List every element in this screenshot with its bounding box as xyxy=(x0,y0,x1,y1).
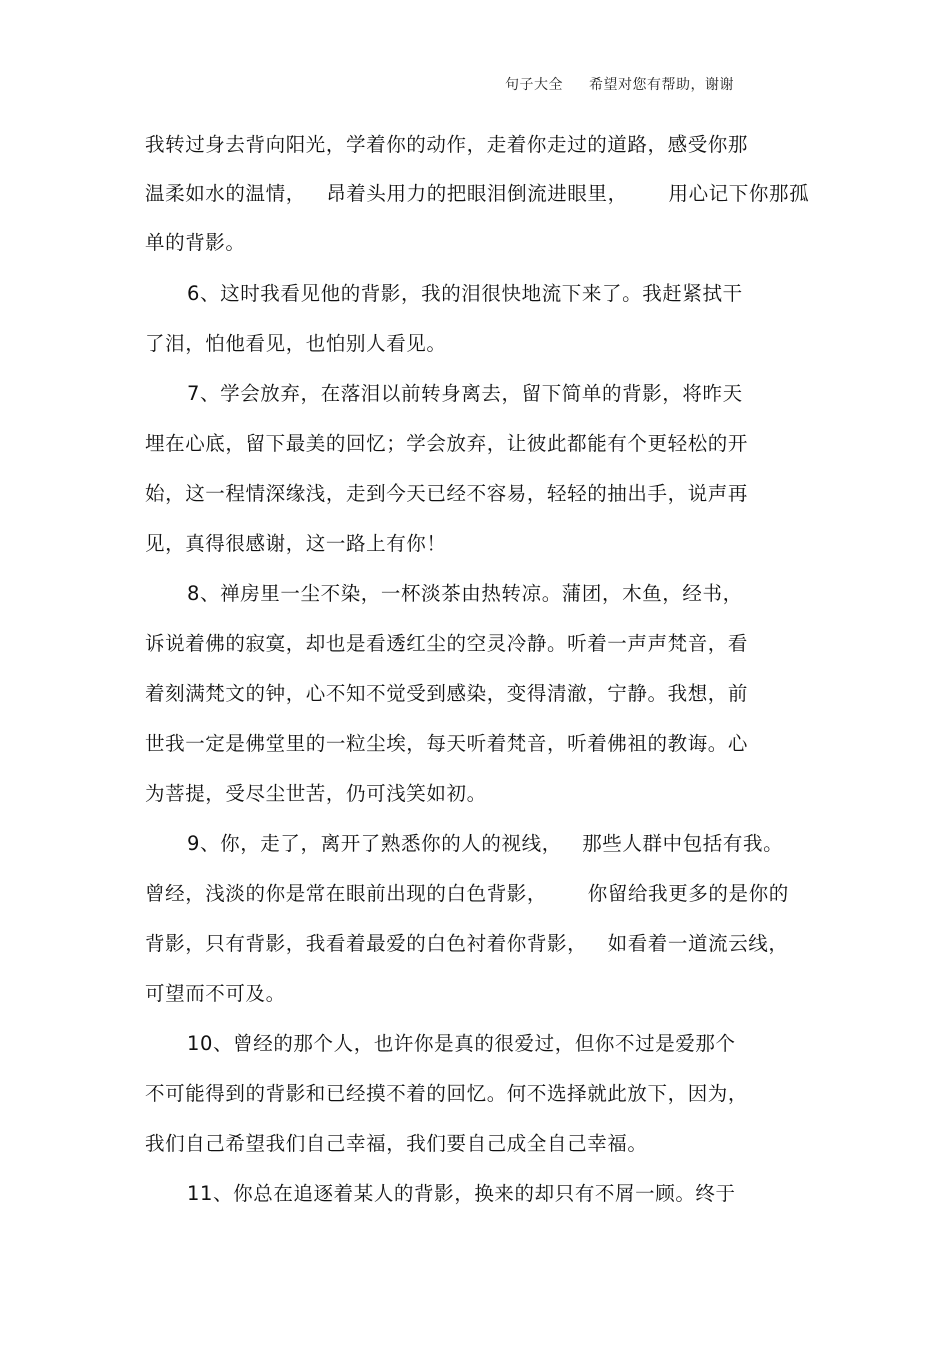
text-line: 背影，只有背影，我看着最爱的白色衬着你背影， 如看着一道流云线， xyxy=(145,932,789,955)
paragraph-first-line: 8、禅房里一尘不染，一杯淡茶由热转凉。蒲团，木鱼，经书， xyxy=(187,582,743,605)
text-line: 曾经，浅淡的你是常在眼前出现的白色背影， 你留给我更多的是你的 xyxy=(145,882,789,905)
text-line: 着刻满梵文的钟，心不知不觉受到感染，变得清澈，宁静。我想，前 xyxy=(145,682,749,705)
text-line: 埋在心底，留下最美的回忆；学会放弃，让彼此都能有个更轻松的开 xyxy=(145,432,749,455)
paragraph-first-line: 11、你总在追逐着某人的背影，换来的却只有不屑一顾。终于 xyxy=(187,1182,736,1205)
text-line: 我转过身去背向阳光，学着你的动作，走着你走过的道路，感受你那 xyxy=(145,133,749,156)
paragraph-first-line: 9、你，走了，离开了熟悉你的人的视线， 那些人群中包括有我。 xyxy=(187,832,784,855)
paragraph-first-line: 7、学会放弃，在落泪以前转身离去，留下简单的背影，将昨天 xyxy=(187,382,743,405)
text-line: 见，真得很感谢，这一路上有你！ xyxy=(145,532,447,555)
text-line: 世我一定是佛堂里的一粒尘埃，每天听着梵音，听着佛祖的教诲。心 xyxy=(145,732,749,755)
text-line: 为菩提，受尽尘世苦，仍可浅笑如初。 xyxy=(145,782,487,805)
text-line: 不可能得到的背影和已经摸不着的回忆。何不选择就此放下，因为， xyxy=(145,1082,749,1105)
text-line: 单的背影。 xyxy=(145,231,246,254)
header-right-text: 希望对您有帮助，谢谢 xyxy=(589,77,734,93)
text-line: 可望而不可及。 xyxy=(145,982,286,1005)
text-line: 始，这一程情深缘浅，走到今天已经不容易，轻轻的抽出手，说声再 xyxy=(145,482,749,505)
text-line: 了泪，怕他看见，也怕别人看见。 xyxy=(145,332,447,355)
paragraph-first-line: 6、这时我看见他的背影，我的泪很快地流下来了。我赶紧拭干 xyxy=(187,282,743,305)
text-line: 诉说着佛的寂寞，却也是看透红尘的空灵冷静。听着一声声梵音，看 xyxy=(145,632,749,655)
text-line: 我们自己希望我们自己幸福，我们要自己成全自己幸福。 xyxy=(145,1132,648,1155)
header-left-text: 句子大全 xyxy=(505,77,563,93)
text-line: 温柔如水的温情， 昂着头用力的把眼泪倒流进眼里， 用心记下你那孤 xyxy=(145,182,810,205)
page-header xyxy=(505,74,734,94)
paragraph-first-line: 10、曾经的那个人，也许你是真的很爱过，但你不过是爱那个 xyxy=(187,1032,736,1055)
